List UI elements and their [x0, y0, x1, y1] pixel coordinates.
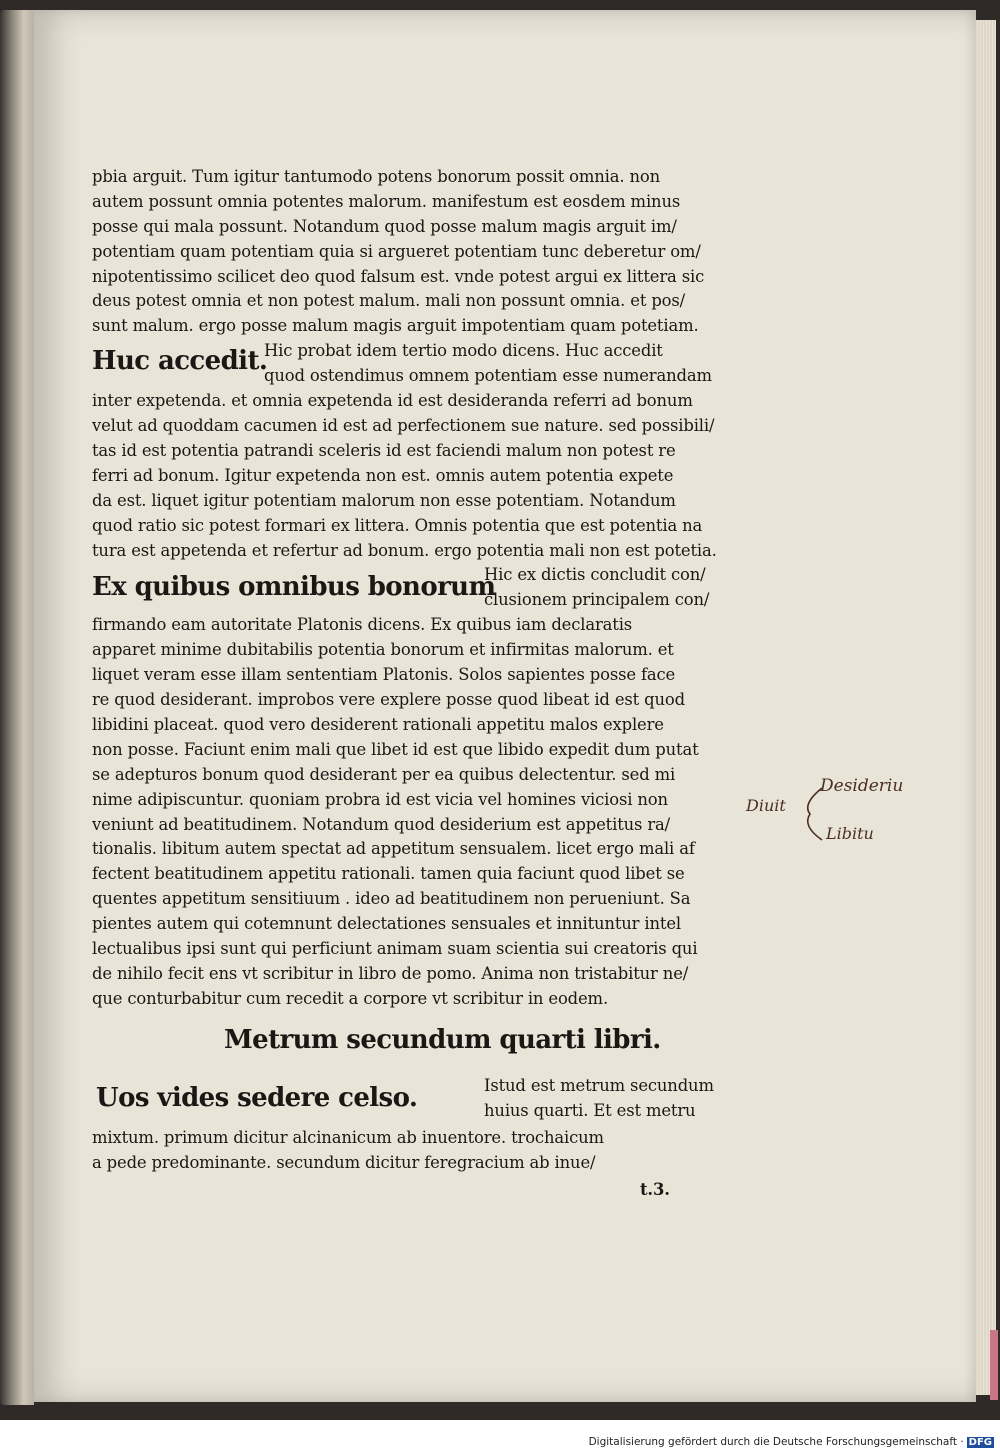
meter-title-row	[92, 1012, 742, 1074]
text-line: apparet minime dubitabilis potentia bonorum et infirmitas malorum. et	[92, 640, 674, 660]
margin-note-bottom: Libitu	[826, 824, 874, 843]
text-line: sunt malum. ergo posse malum magis arguit impotentiam quam potetiam.	[92, 316, 699, 336]
text-line: pientes autem qui cotemnunt delectationes sensuales et innituntur intel	[92, 914, 681, 934]
meter-title: Metrum secundum quarti libri.	[224, 1024, 661, 1055]
text-line: non posse. Faciunt enim mali que libet id est que libido expedit dum putat	[92, 739, 699, 759]
text-line: libidini placeat. quod vero desiderent rationali appetitu malos explere	[92, 715, 664, 735]
text-line: velut ad quoddam cacumen id est ad perfectionem sue nature. sed possibili/	[92, 416, 715, 436]
paragraph-c	[92, 613, 742, 1011]
text-line: deus potest omnia et non potest malum. mali non possunt omnia. et pos/	[92, 291, 686, 311]
text-line: de nihilo fecit ens vt scribitur in libro de pomo. Anima non tristabitur ne/	[92, 963, 689, 983]
text-line: posse qui mala possunt. Notandum quod posse malum magis arguit im/	[92, 216, 677, 236]
text-line: tionalis. libitum autem spectat ad appetitum sensualem. licet ergo mali af	[92, 839, 695, 859]
paragraph-b	[92, 389, 742, 563]
signature-row	[92, 1176, 742, 1204]
paragraph-d	[92, 1126, 742, 1176]
paragraph-a	[92, 165, 742, 339]
text-line: inter expetenda. et omnia expetenda id est desideranda referri ad bonum	[92, 391, 693, 411]
main-text-block	[92, 165, 742, 1204]
text-line: quod ostendimus omnem potentiam esse numerandam	[264, 366, 712, 386]
text-line: re quod desiderant. improbos vere explere posse quod libeat id est quod	[92, 690, 685, 710]
text-line: tura est appetenda et refertur ad bonum. ergo potentia mali non est potetia.	[92, 540, 717, 560]
text-line: nipotentissimo scilicet deo quod falsum est. vnde potest argui ex littera sic	[92, 266, 705, 286]
lemma-heading: Ex quibus omnibus bonorum	[92, 572, 496, 603]
text-line: da est. liquet igitur potentiam malorum non esse potentiam. Notandum	[92, 490, 676, 510]
funding-footer	[589, 1436, 994, 1448]
text-line: Hic ex dictis concludit con/	[484, 565, 706, 585]
text-line: quentes appetitum sensitiuum . ideo ad beatitudinem non perueniunt. Sa	[92, 889, 691, 909]
dfg-logo: DFG	[968, 1437, 992, 1448]
text-line: veniunt ad beatitudinem. Notandum quod desiderium est appetitus ra/	[92, 814, 671, 834]
text-line: clusionem principalem con/	[484, 590, 710, 610]
text-line: Istud est metrum secundum	[484, 1075, 714, 1095]
verse-incipit: Uos vides sedere celso.	[96, 1082, 418, 1113]
heading-row-2	[92, 563, 742, 613]
left-page-fragments	[2, 210, 32, 1310]
margin-note-left: Diuit	[746, 796, 786, 815]
margin-note-top: Desideriu	[820, 776, 904, 796]
text-line: Hic probat idem tertio modo dicens. Huc accedit	[264, 341, 663, 361]
lemma-heading: Huc accedit.	[92, 346, 268, 377]
heading-side-text	[484, 563, 709, 613]
heading-row-1	[92, 339, 742, 389]
text-line: tas id est potentia patrandi sceleris id est faciendi malum non potest re	[92, 441, 676, 461]
text-line: fectent beatitudinem appetitu rationali. tamen quia faciunt quod libet se	[92, 864, 685, 884]
heading-side-text	[264, 339, 712, 389]
left-page-edge	[0, 10, 34, 1405]
footer-text: Digitalisierung gefördert durch die Deutsche Forschungsgemeinschaft ·	[588, 1436, 964, 1448]
text-line: mixtum. primum dicitur alcinanicum ab inuentore. trochaicum	[92, 1127, 604, 1147]
margin-bracket-icon	[796, 784, 826, 844]
text-line: se adepturos bonum quod desiderant per ea quibus delectentur. sed mi	[92, 764, 676, 784]
heading-side-text	[484, 1074, 714, 1124]
text-line: que conturbabitur cum recedit a corpore vt scribitur in eodem.	[92, 988, 609, 1008]
text-line: lectualibus ipsi sunt qui perficiunt animam suam scientia sui creatoris qui	[92, 939, 698, 959]
text-line: pbia arguit. Tum igitur tantumodo potens bonorum possit omnia. non	[92, 167, 661, 186]
heading-row-3	[92, 1074, 742, 1126]
text-line: nime adipiscuntur. quoniam probra id est vicia vel homines viciosi non	[92, 789, 668, 809]
text-line: liquet veram esse illam sententiam Platonis. Solos sapientes posse face	[92, 665, 676, 685]
text-line: autem possunt omnia potentes malorum. manifestum est eosdem minus	[92, 191, 681, 211]
bookmark-tab	[990, 1330, 998, 1400]
text-line: ferri ad bonum. Igitur expetenda non est. omnis autem potentia expete	[92, 465, 674, 485]
signature-mark: t.3.	[640, 1179, 670, 1199]
text-line: quod ratio sic potest formari ex littera. Omnis potentia que est potentia na	[92, 515, 703, 535]
page-stack-edge	[976, 20, 996, 1395]
text-line: firmando eam autoritate Platonis dicens. Ex quibus iam declaratis	[92, 615, 633, 635]
text-line: potentiam quam potentiam quia si argueret potentiam tunc deberetur om/	[92, 241, 701, 261]
text-line: huius quarti. Et est metru	[484, 1100, 696, 1120]
text-line: a pede predominante. secundum dicitur feregracium ab inue/	[92, 1152, 596, 1172]
